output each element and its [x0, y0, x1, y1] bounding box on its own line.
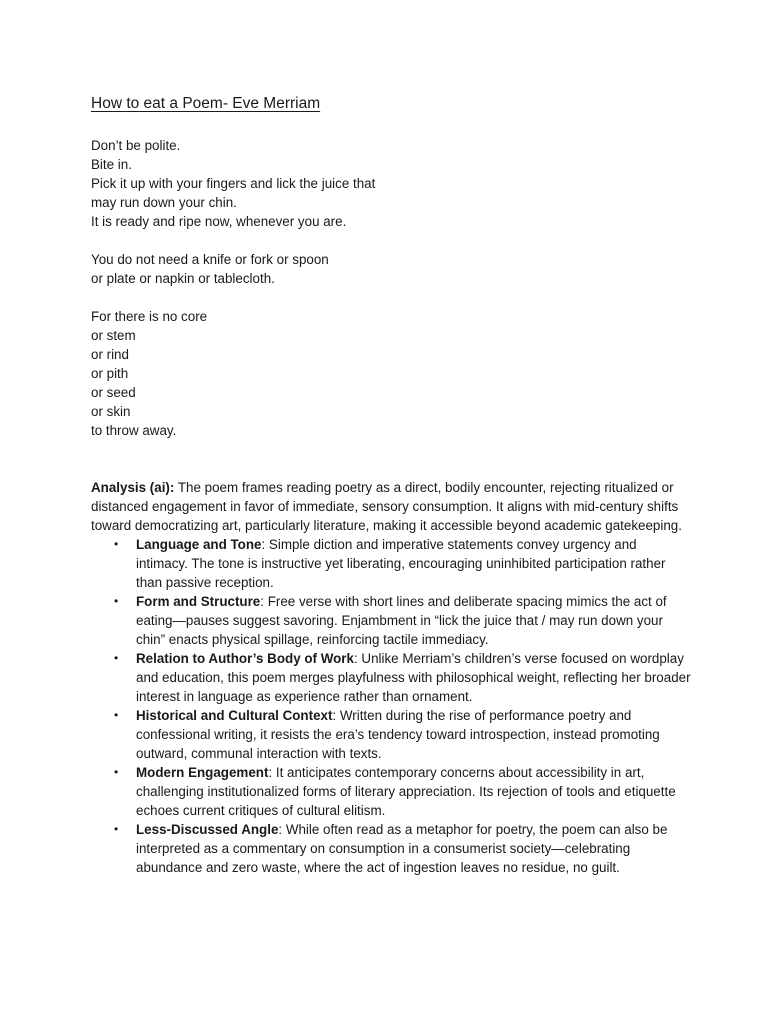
- list-item: [114, 763, 691, 820]
- poem-line: It is ready and ripe now, whenever you are.: [91, 214, 347, 229]
- point-label: Form and Structure: [136, 594, 261, 609]
- document-page: [91, 93, 691, 877]
- list-item: [114, 649, 691, 706]
- poem-stanza-1: [91, 136, 691, 231]
- poem-line: or skin: [91, 404, 131, 419]
- poem-line: You do not need a knife or fork or spoon: [91, 252, 329, 267]
- bullet-icon: •: [114, 594, 119, 608]
- analysis-intro-paragraph: [91, 478, 691, 535]
- point-text: : Unlike Merriam’s children’s verse focused on wordplay and education, this poem merges playfulness with philosophical weight, reflecting her broader interest in language as experience rather than ornament.: [136, 651, 691, 704]
- poem-line: Pick it up with your fingers and lick the juice that: [91, 176, 376, 191]
- point-text: : Free verse with short lines and deliberate spacing mimics the act of eating—pauses suggest savoring. Enjambment in “lick the juice that / may run down your chin” enacts physical spillage, reinforcing tactile immediacy.: [136, 594, 667, 647]
- point-text: : While often read as a metaphor for poetry, the poem can also be interpreted as a commentary on consumption in a consumerist society—celebrating abundance and zero waste, where the act of ingestion leaves no residue, no guilt.: [136, 822, 668, 875]
- bullet-icon: •: [114, 708, 119, 722]
- poem-line: or pith: [91, 366, 129, 381]
- list-item: [114, 592, 691, 649]
- poem-line: For there is no core: [91, 309, 208, 324]
- poem-line: may run down your chin.: [91, 195, 237, 210]
- point-text: : It anticipates contemporary concerns about accessibility in art, challenging institutionalized forms of literary appreciation. Its rejection of tools and etiquette echoes current critiques of cultural elitism.: [136, 765, 676, 818]
- poem-body: [91, 136, 691, 440]
- point-label: Modern Engagement: [136, 765, 269, 780]
- document-title: How to eat a Poem- Eve Merriam: [91, 95, 321, 112]
- poem-line: or plate or napkin or tablecloth.: [91, 271, 275, 286]
- poem-line: or seed: [91, 385, 136, 400]
- point-label: Language and Tone: [136, 537, 262, 552]
- bullet-icon: •: [114, 822, 119, 836]
- poem-line: Don’t be polite.: [91, 138, 181, 153]
- point-text: : Written during the rise of performance poetry and confessional writing, it resists the era’s tendency toward introspection, instead promoting outward, communal interaction with texts.: [136, 708, 660, 761]
- list-item: [114, 820, 691, 877]
- analysis-points-list: [91, 535, 691, 877]
- bullet-icon: •: [114, 651, 119, 665]
- point-label: Historical and Cultural Context: [136, 708, 333, 723]
- analysis-section: [91, 478, 691, 877]
- poem-line: or rind: [91, 347, 129, 362]
- analysis-intro-text: The poem frames reading poetry as a direct, bodily encounter, rejecting ritualized or distanced engagement in favor of immediate, sensory consumption. It aligns with mid-century shifts toward democratizing art, particularly literature, making it accessible beyond academic gatekeeping.: [91, 480, 682, 533]
- analysis-heading: Analysis (ai):: [91, 480, 175, 495]
- list-item: [114, 706, 691, 763]
- bullet-icon: •: [114, 765, 119, 779]
- poem-stanza-3: [91, 307, 691, 440]
- poem-line: to throw away.: [91, 423, 177, 438]
- poem-line: Bite in.: [91, 157, 132, 172]
- poem-line: or stem: [91, 328, 136, 343]
- poem-stanza-2: [91, 250, 691, 288]
- point-text: : Simple diction and imperative statements convey urgency and intimacy. The tone is instructive yet liberating, encouraging uninhibited participation rather than passive reception.: [136, 537, 666, 590]
- point-label: Relation to Author’s Body of Work: [136, 651, 354, 666]
- list-item: [114, 535, 691, 592]
- bullet-icon: •: [114, 537, 119, 551]
- point-label: Less-Discussed Angle: [136, 822, 279, 837]
